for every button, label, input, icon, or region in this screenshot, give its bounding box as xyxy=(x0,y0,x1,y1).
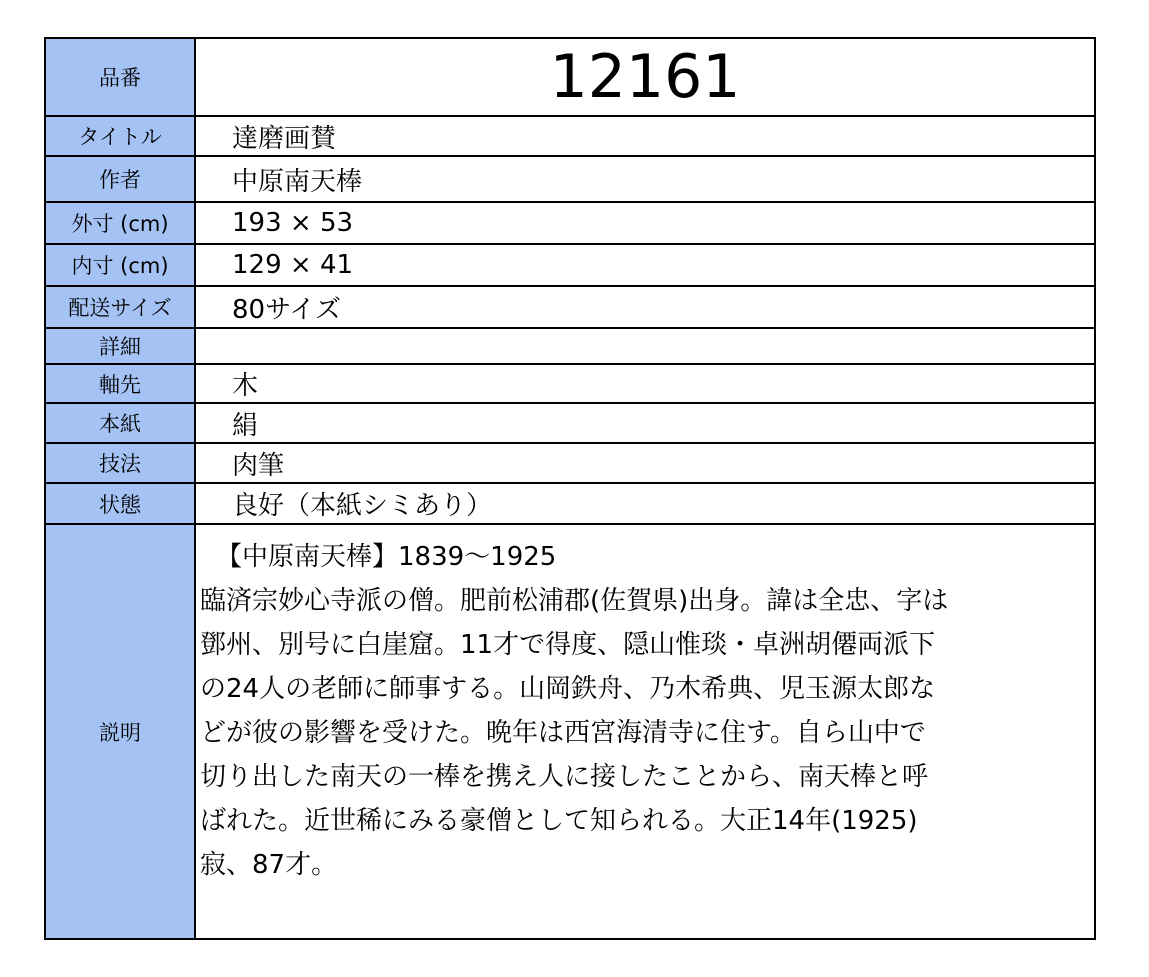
description-line: ばれた。近世稀にみる豪僧として知られる。大正14年(1925) xyxy=(200,806,918,836)
details-value xyxy=(195,328,1095,364)
row-inner-size xyxy=(45,244,1095,286)
item-number-label: 品番 xyxy=(45,38,195,116)
title-value: 達磨画賛 xyxy=(195,116,1095,156)
description-line: どが彼の影響を受けた。晩年は西宮海清寺に住す。自ら山中で xyxy=(200,718,926,748)
outer-size-label: 外寸 (cm) xyxy=(45,202,195,244)
description-line: 切り出した南天の一棒を携え人に接したことから、南天棒と呼 xyxy=(200,762,929,792)
row-outer-size xyxy=(45,202,1095,244)
author-value: 中原南天棒 xyxy=(195,156,1095,202)
row-description xyxy=(45,524,1095,939)
condition-label: 状態 xyxy=(45,483,195,524)
row-author xyxy=(45,156,1095,202)
paper-label: 本紙 xyxy=(45,403,195,443)
paper-value: 絹 xyxy=(195,403,1095,443)
row-shipping-size xyxy=(45,286,1095,328)
inner-size-value: 129 × 41 xyxy=(195,244,1095,286)
inner-size-label: 内寸 (cm) xyxy=(45,244,195,286)
condition-value: 良好（本紙シミあり） xyxy=(195,483,1095,524)
roller-end-value: 木 xyxy=(195,364,1095,403)
outer-size-value: 193 × 53 xyxy=(195,202,1095,244)
row-technique xyxy=(45,443,1095,483)
details-label: 詳細 xyxy=(45,328,195,364)
roller-end-label: 軸先 xyxy=(45,364,195,403)
row-paper xyxy=(45,403,1095,443)
row-roller-end xyxy=(45,364,1095,403)
description-label: 説明 xyxy=(45,524,195,939)
description-line: 臨済宗妙心寺派の僧。肥前松浦郡(佐賀県)出身。諱は全忠、字は xyxy=(200,586,949,616)
title-label: タイトル xyxy=(45,116,195,156)
technique-value: 肉筆 xyxy=(195,443,1095,483)
description-line: 寂、87才。 xyxy=(200,850,338,880)
technique-label: 技法 xyxy=(45,443,195,483)
description-line: 【中原南天棒】1839〜1925 xyxy=(216,542,557,572)
description-text xyxy=(195,524,1095,939)
row-condition xyxy=(45,483,1095,524)
author-label: 作者 xyxy=(45,156,195,202)
shipping-size-value: 80サイズ xyxy=(195,286,1095,328)
row-details xyxy=(45,328,1095,364)
description-line: 鄧州、別号に白崖窟。11才で得度、隠山惟琰・卓洲胡僊両派下 xyxy=(200,630,936,660)
row-title xyxy=(45,116,1095,156)
row-item-number xyxy=(45,38,1095,116)
shipping-size-label: 配送サイズ xyxy=(45,286,195,328)
item-number-value: 12161 xyxy=(195,38,1095,116)
description-line: の24人の老師に師事する。山岡鉄舟、乃木希典、児玉源太郎な xyxy=(200,674,936,704)
item-spec-table xyxy=(44,37,1096,940)
